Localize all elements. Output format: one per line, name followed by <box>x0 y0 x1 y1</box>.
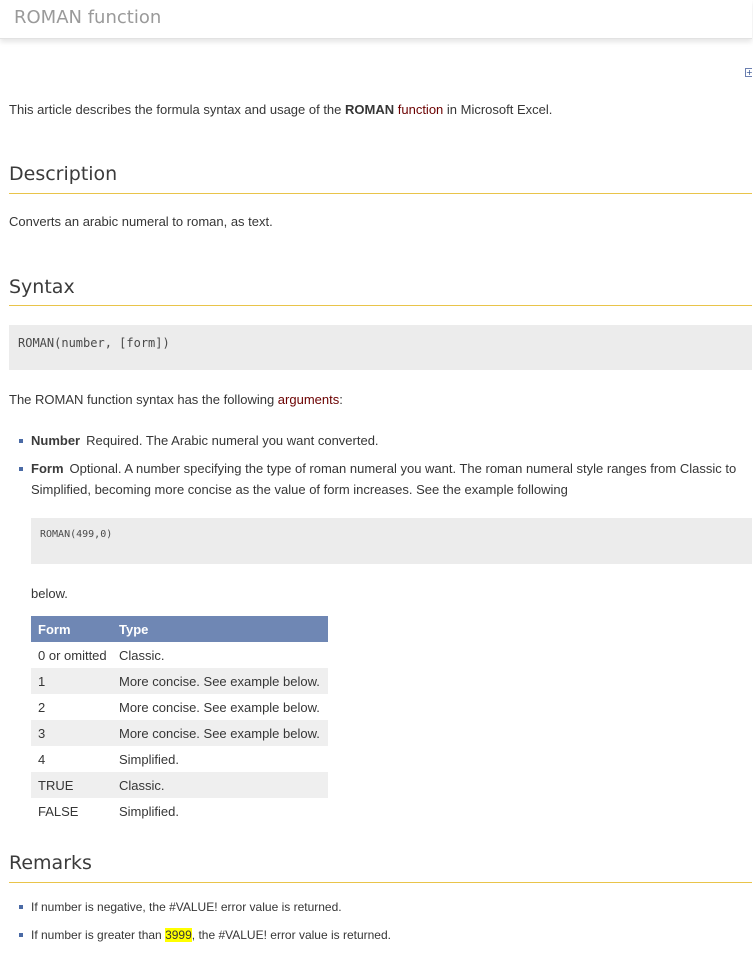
intro-paragraph <box>9 101 552 119</box>
remark-item <box>31 899 342 915</box>
function-link[interactable]: function <box>397 102 444 117</box>
argument-description: Required. The Arabic numeral you want converted. <box>86 433 379 448</box>
arguments-intro <box>9 391 343 409</box>
table-cell-type: More concise. See example below. <box>112 668 328 694</box>
table-cell-form: 3 <box>31 720 112 746</box>
table-cell-type: Simplified. <box>119 751 179 767</box>
intro-text-before: This article describes the formula syntax and usage of the <box>9 102 346 117</box>
form-table <box>31 616 328 824</box>
arguments-intro-colon: : <box>339 392 343 407</box>
arguments-intro-text: The ROMAN function syntax has the following <box>9 392 278 407</box>
example-code: ROMAN(499,0) <box>40 529 113 540</box>
argument-name: Number <box>31 433 81 448</box>
syntax-heading: Syntax <box>9 276 75 298</box>
table-row <box>31 668 328 694</box>
bullet-icon <box>19 467 23 471</box>
remark-text-after: , the #VALUE! error value is returned. <box>191 928 391 942</box>
arguments-link[interactable]: arguments <box>277 392 340 407</box>
table-cell-type: More concise. See example below. <box>112 720 328 746</box>
title-bar <box>0 0 752 39</box>
remark-item <box>31 927 391 943</box>
remarks-heading: Remarks <box>9 852 92 874</box>
table-header-form: Form <box>31 616 112 642</box>
table-cell-form: 1 <box>31 668 112 694</box>
table-row <box>31 798 328 824</box>
remark-text-before: If number is greater than <box>31 928 166 942</box>
table-cell-type: Classic. <box>119 647 165 663</box>
argument-name: Form <box>31 461 64 476</box>
table-header-row <box>31 616 328 642</box>
table-row <box>31 746 328 772</box>
table-row <box>31 694 328 720</box>
description-text: Converts an arabic numeral to roman, as text. <box>9 214 273 229</box>
page-title: ROMAN function <box>14 7 162 28</box>
argument-item-number <box>31 430 747 451</box>
bullet-icon <box>19 439 23 443</box>
table-cell-type: More concise. See example below. <box>119 699 320 715</box>
table-cell-form: 4 <box>38 751 46 767</box>
description-rule <box>9 193 752 194</box>
description-heading: Description <box>9 163 118 185</box>
table-cell-form: 2 <box>38 699 46 715</box>
intro-text-after: in Microsoft Excel. <box>443 102 553 117</box>
remark-text: If number is negative, the #VALUE! error value is returned. <box>31 900 342 914</box>
syntax-code-block <box>9 325 752 370</box>
table-cell-form: 0 or omitted <box>38 647 107 663</box>
table-cell-form: FALSE <box>38 803 79 819</box>
bullet-icon <box>19 933 23 937</box>
table-cell-form: TRUE <box>31 772 112 798</box>
table-cell-type: Simplified. <box>119 803 179 819</box>
expand-all-icon[interactable]: + <box>746 68 753 77</box>
syntax-code: ROMAN(number, [form]) <box>18 336 170 350</box>
table-cell-type: Classic. <box>112 772 328 798</box>
table-row <box>31 720 328 746</box>
below-text: below. <box>31 586 68 601</box>
table-row <box>31 772 328 798</box>
argument-item-form <box>31 458 747 500</box>
argument-description: Optional. A number specifying the type of roman numeral you want. The roman numeral style ranges from Classic to Simplified, becoming more concise as the value of form increases. See the example following <box>31 461 737 497</box>
bullet-icon <box>19 905 23 909</box>
remarks-rule <box>9 882 752 883</box>
intro-function-name: ROMAN <box>345 102 395 117</box>
highlighted-number: 3999 <box>165 928 192 942</box>
table-header-type: Type <box>112 616 328 642</box>
example-code-block <box>31 518 752 564</box>
table-row <box>31 642 328 668</box>
syntax-rule <box>9 305 752 306</box>
